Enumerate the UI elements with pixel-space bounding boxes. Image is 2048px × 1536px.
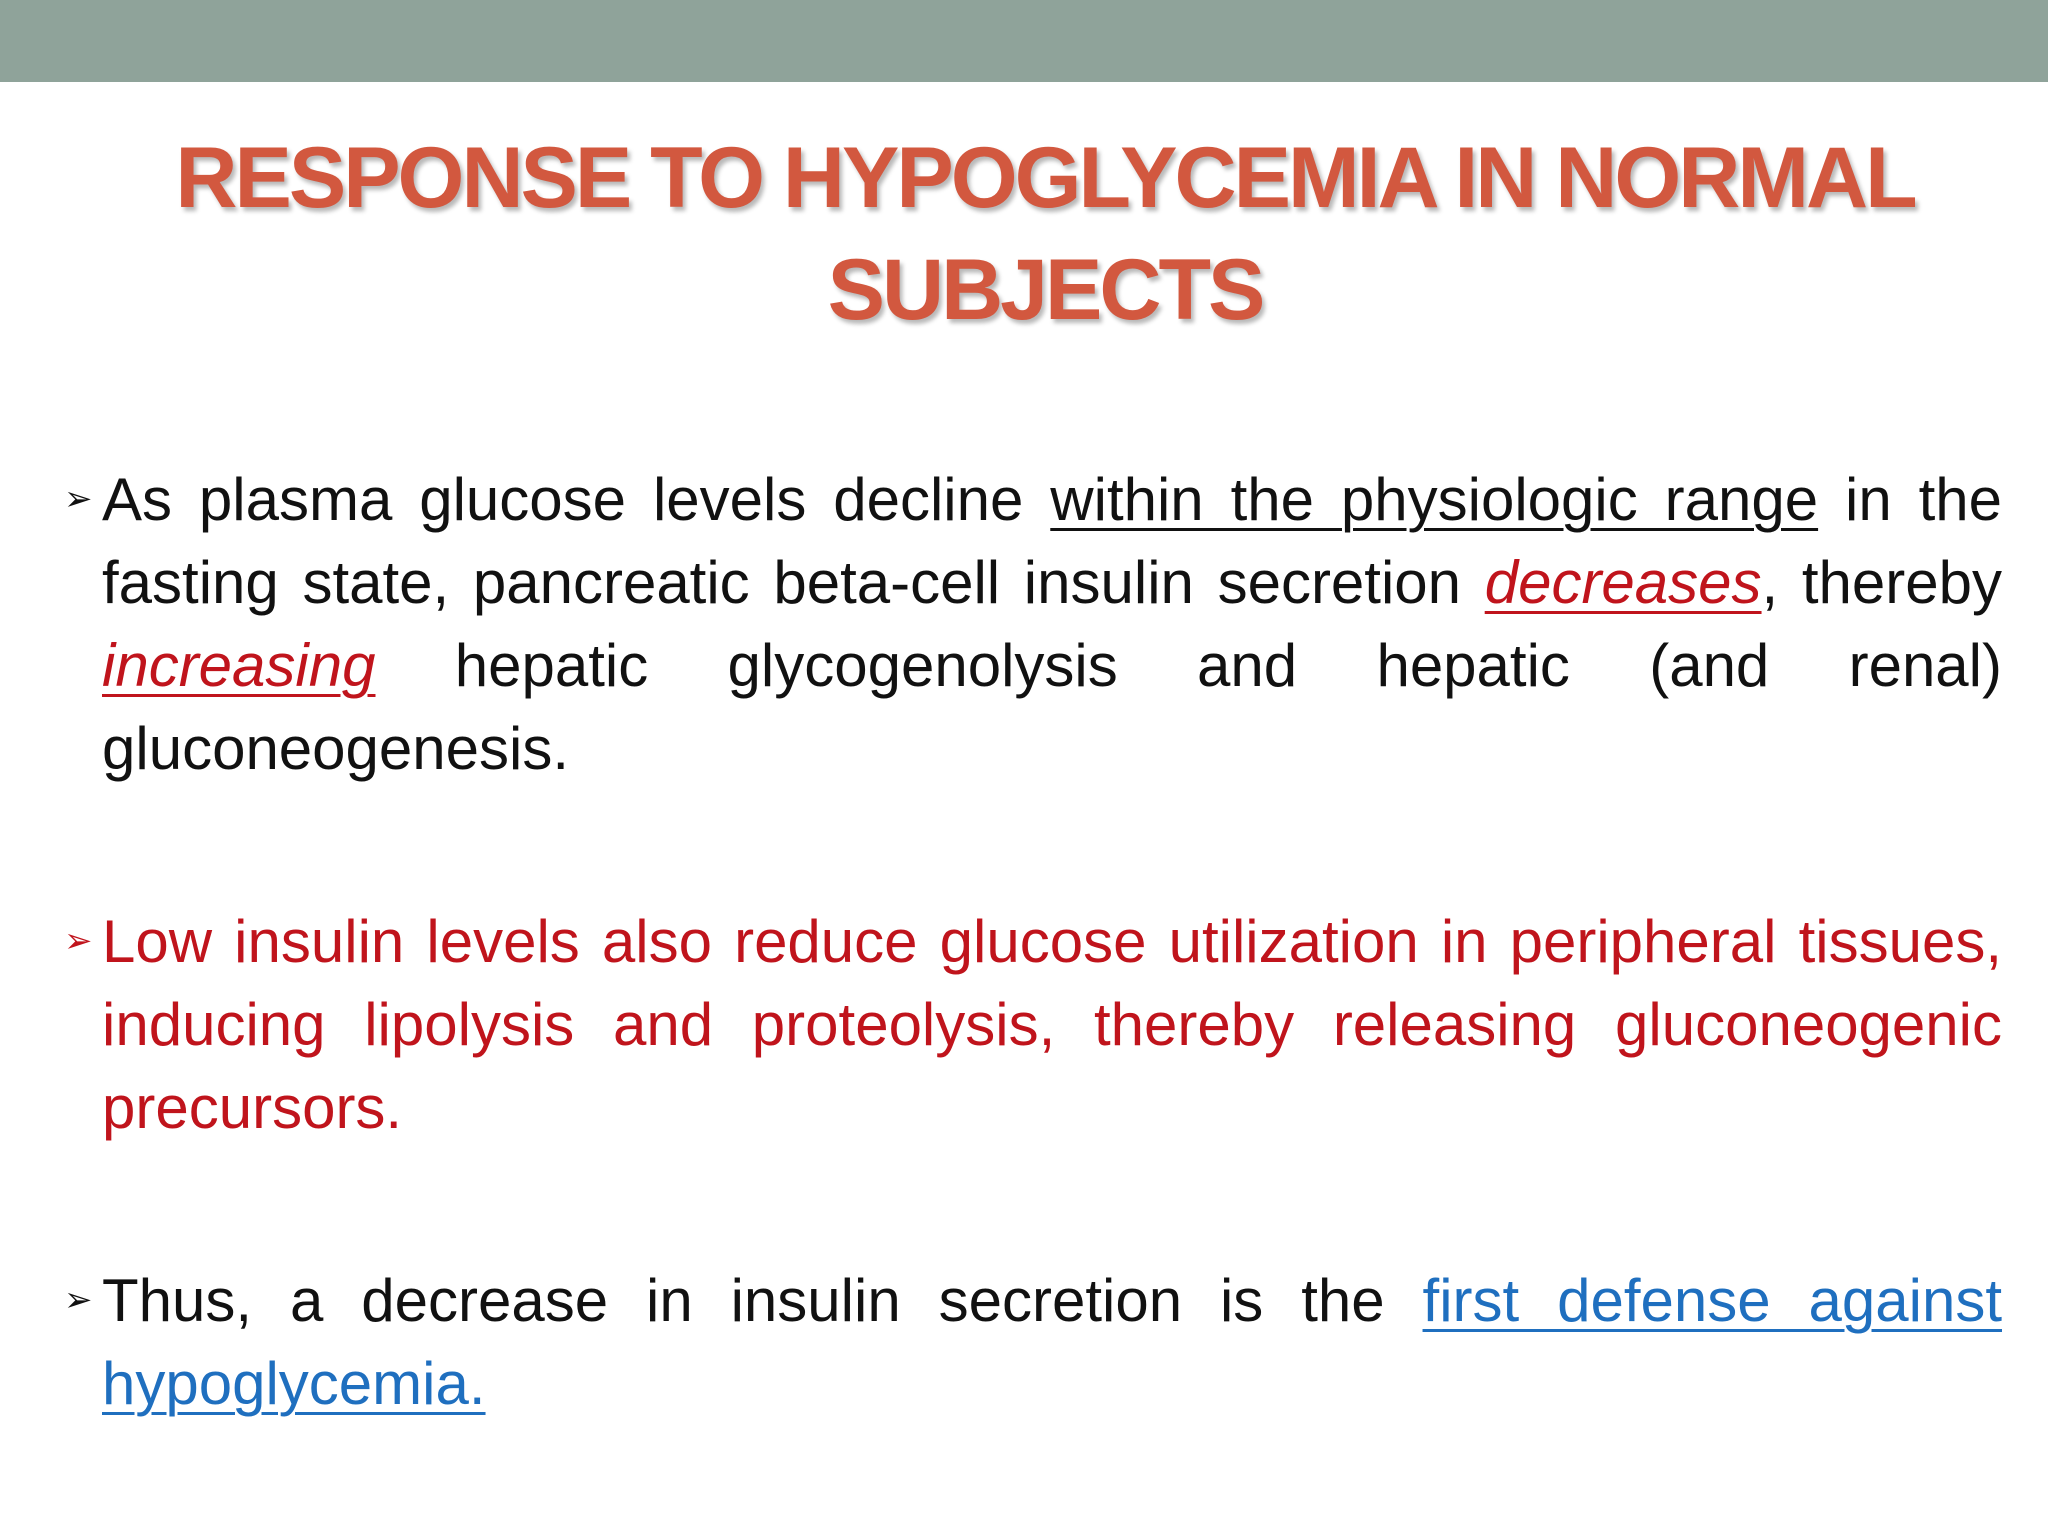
bullet-3-text: Thus, a decrease in insulin secretion is the [102, 1267, 1423, 1334]
bullet-item-1 [60, 458, 2002, 790]
first-defense-link[interactable]: first defense against hypoglycemia. [102, 1267, 2002, 1417]
arrow-bullet-icon: ➢ [64, 1281, 93, 1319]
bullet-1-text-d: hepatic glycogenolysis and hepatic (and renal) gluconeogenesis. [102, 632, 2002, 782]
bullet-list [60, 458, 2002, 1535]
slide-title [90, 122, 2000, 346]
title-line-2: SUBJECTS [827, 242, 1263, 338]
bullet-1-text-b: in the fasting state, pancreatic beta-cell insulin secretion [102, 466, 2003, 616]
bullet-item-3 [60, 1259, 2002, 1425]
bullet-item-2 [60, 900, 2002, 1149]
bullet-1-text-a: As plasma glucose levels decline [102, 466, 1051, 533]
arrow-bullet-icon: ➢ [64, 480, 93, 518]
increasing-emphasis: increasing [102, 632, 376, 699]
decreases-emphasis: decreases [1484, 549, 1762, 616]
title-line-1: RESPONSE TO HYPOGLYCEMIA IN NORMAL [175, 130, 1915, 226]
top-bar [0, 0, 2048, 82]
arrow-bullet-icon: ➢ [64, 922, 93, 960]
physiologic-range-underline: within the physiologic range [1050, 466, 1819, 533]
bullet-1-text-c: , thereby [1761, 549, 2002, 616]
bullet-2-text: Low insulin levels also reduce glucose utilization in peripheral tissues, inducing lipolysis and proteolysis, thereby releasing gluconeogenic precursors. [102, 908, 2002, 1141]
